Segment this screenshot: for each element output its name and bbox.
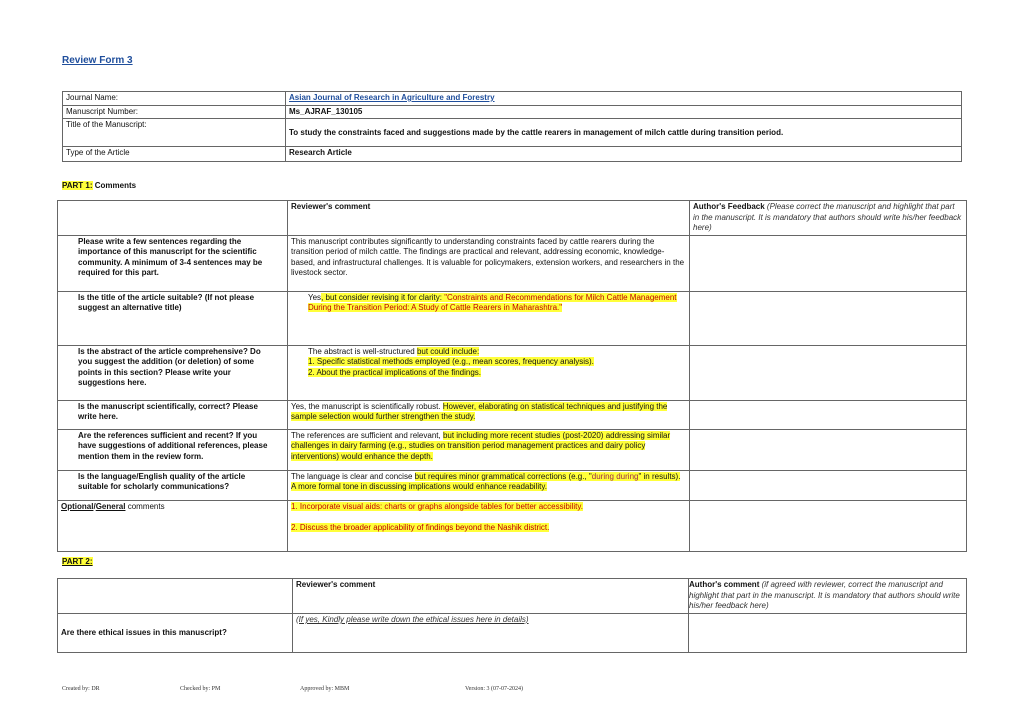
manuscript-number-label: Manuscript Number: xyxy=(63,105,286,119)
footer-checked: Checked by: PM xyxy=(180,686,221,692)
author-comment-header xyxy=(689,579,967,614)
form-title[interactable]: Review Form 3 xyxy=(62,55,133,66)
question-importance: Please write a few sentences regarding the importance of this manuscript for the scientific community. A minimum of 3-4 sentences may be required for this part. xyxy=(58,235,288,291)
reviewer-comment[interactable] xyxy=(288,470,690,500)
author-feedback-header-note: (Please correct the manuscript and highlight that part in the manuscript. It is mandatory that authors should write his/her feedback here) xyxy=(693,202,962,232)
author-feedback-cell[interactable] xyxy=(690,345,967,400)
author-comment-header-bold: Author's comment xyxy=(689,580,760,589)
table-row xyxy=(58,400,967,429)
ethical-issues-comment[interactable]: (If yes, Kindly please write down the ethical issues here in details) xyxy=(293,614,689,653)
comment-text: The references are sufficient and relevant, xyxy=(291,430,443,440)
table-row xyxy=(63,105,962,119)
table-row xyxy=(58,235,967,291)
footer-version: Version: 3 (07-07-2024) xyxy=(465,686,523,692)
table-row xyxy=(58,470,967,500)
table-row xyxy=(58,614,967,653)
author-comment-cell[interactable] xyxy=(689,614,967,653)
optional-label: Optional xyxy=(61,501,94,511)
suggested-title: "Constraints and Recommendations for Milch Cattle Management During the Transition Period: A Study of Cattle Rearers in Maharashtra." xyxy=(308,292,677,312)
footer-created: Created by: DR xyxy=(62,686,100,692)
question-abstract: Is the abstract of the article comprehensive? Do you suggest the addition (or deletion) of some points in this section? Please write your suggestions here. xyxy=(58,345,288,400)
comment-text: Yes, the manuscript is scientifically robust. xyxy=(291,401,443,411)
comment-example: during during xyxy=(591,471,639,481)
table-row xyxy=(63,119,962,147)
reviewer-comment[interactable]: This manuscript contributes significantly to understanding constraints faced by cattle rearers during the transition period of milch cattle. The findings are practical and relevant, addressing economic, knowledge-based, and infrastructural challenges. It is valuable for policymakers, extension workers, and researchers in the livestock sector. xyxy=(288,235,690,291)
article-type-label: Type of the Article xyxy=(63,147,286,162)
comment-highlight: but including more recent studies (post-2020) addressing similar challenges in dairy farming (e.g., studies on transition period management practices and dairy policy interventions) would enhance the depth. xyxy=(291,430,671,461)
empty-header-cell xyxy=(58,579,293,614)
table-row xyxy=(58,429,967,470)
reviewer-comment[interactable] xyxy=(288,345,690,400)
part1-label: PART 1: xyxy=(62,181,93,190)
ethical-issues-question: Are there ethical issues in this manuscript? xyxy=(58,614,293,653)
author-feedback-header xyxy=(690,201,967,236)
table-row xyxy=(63,92,962,106)
author-feedback-cell[interactable] xyxy=(690,400,967,429)
reviewer-comment-header: Reviewer's comment xyxy=(288,201,690,236)
footer-approved: Approved by: MBM xyxy=(300,686,350,692)
part1-suffix: Comments xyxy=(92,181,137,190)
reviewer-comment[interactable] xyxy=(288,400,690,429)
comment-highlight: , but consider revising it for clarity: xyxy=(321,292,445,302)
journal-name-label: Journal Name: xyxy=(63,92,286,106)
comments-label: comments xyxy=(125,501,165,511)
author-feedback-cell[interactable] xyxy=(690,291,967,345)
optional-comment-1: 1. Incorporate visual aids: charts or graphs alongside tables for better accessibility. xyxy=(291,501,583,511)
optional-comment-2: 2. Discuss the broader applicability of findings beyond the Nashik district. xyxy=(291,522,550,532)
manuscript-number-value: Ms_AJRAF_130105 xyxy=(286,105,962,119)
table-row xyxy=(58,500,967,551)
table-row xyxy=(58,291,967,345)
comment-point-2: 2. About the practical implications of the findings. xyxy=(308,367,481,377)
reviewer-comment-header: Reviewer's comment xyxy=(293,579,689,614)
general-label: General xyxy=(95,501,126,511)
comment-text: The abstract is well-structured xyxy=(308,346,417,356)
comment-highlight: However, elaborating on statistical techniques and justifying the sample selection would further strengthen the study. xyxy=(291,401,668,421)
manuscript-title-label: Title of the Manuscript: xyxy=(63,119,286,147)
table-row xyxy=(58,345,967,400)
journal-name-link[interactable]: Asian Journal of Research in Agriculture and Forestry xyxy=(289,93,495,102)
author-comment-header-note: (if agreed with reviewer, correct the manuscript and highlight that part in the manuscript. It is mandatory that authors should write his/her feedback here) xyxy=(689,580,960,610)
part2-heading xyxy=(62,557,93,566)
question-references: Are the references sufficient and recent? If you have suggestions of additional references, please mention them in the review form. xyxy=(58,429,288,470)
comment-text: Yes xyxy=(308,292,322,302)
author-feedback-cell[interactable] xyxy=(690,500,967,551)
question-title: Is the title of the article suitable? (If not please suggest an alternative title) xyxy=(58,291,288,345)
manuscript-info-table xyxy=(62,91,962,162)
reviewer-comment[interactable] xyxy=(288,291,690,345)
author-feedback-cell[interactable] xyxy=(690,429,967,470)
part1-heading xyxy=(62,181,136,190)
empty-header-cell xyxy=(58,201,288,236)
optional-comments[interactable] xyxy=(288,500,690,551)
author-feedback-cell[interactable] xyxy=(690,470,967,500)
comment-highlight: but could include: xyxy=(416,346,480,356)
comment-text: The language is clear and concise xyxy=(291,471,415,481)
question-language: Is the language/English quality of the article suitable for scholarly communications? xyxy=(58,470,288,500)
question-scientific: Is the manuscript scientifically, correct? Please write here. xyxy=(58,400,288,429)
comment-point-1: 1. Specific statistical methods employed (e.g., mean scores, frequency analysis). xyxy=(308,357,594,366)
header-row xyxy=(58,579,967,614)
comment-highlight: " in results). A more formal tone in discussing implications would enhance readability. xyxy=(291,471,681,491)
reviewer-comment[interactable] xyxy=(288,429,690,470)
comment-highlight: but requires minor grammatical corrections (e.g., " xyxy=(414,471,592,481)
table-row xyxy=(63,147,962,162)
slash-label: / xyxy=(93,501,96,511)
header-row xyxy=(58,201,967,236)
optional-comments-label xyxy=(58,500,288,551)
author-feedback-header-bold: Author's Feedback xyxy=(693,202,765,211)
part2-label: PART 2: xyxy=(62,557,93,566)
article-type-value: Research Article xyxy=(286,147,962,162)
manuscript-title-value: To study the constraints faced and suggestions made by the cattle rearers in management of milch cattle during transition period. xyxy=(286,119,962,147)
author-feedback-cell[interactable] xyxy=(690,235,967,291)
part1-comments-table xyxy=(57,200,967,552)
part2-table xyxy=(57,578,967,653)
